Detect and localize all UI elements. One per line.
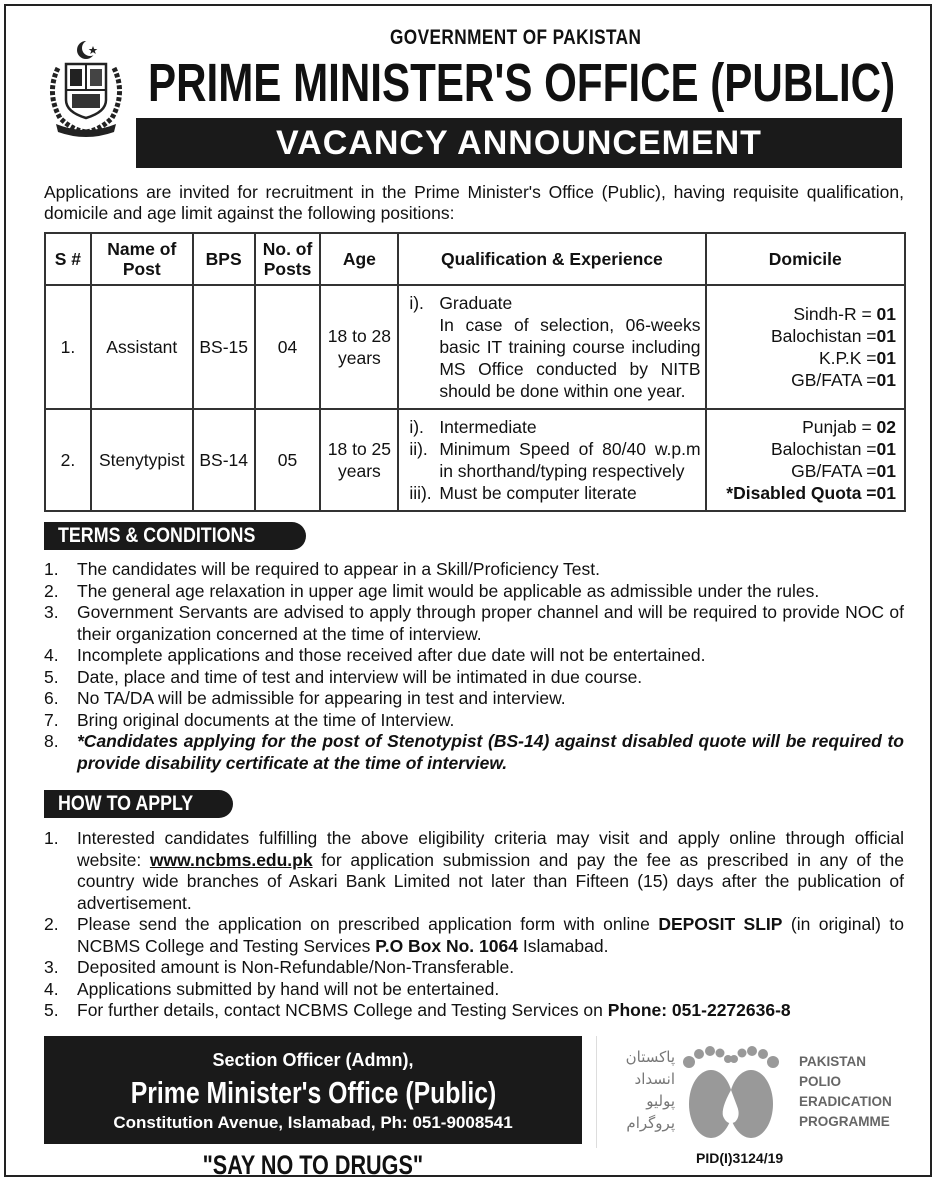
list-item: 2. The general age relaxation in upper age limit would be applicable as admissible under the rules.: [44, 580, 820, 601]
cell-bps: BS-14: [193, 409, 255, 511]
qual-text: Must be computer literate: [439, 483, 637, 503]
list-item: 5. Date, place and time of test and interview will be intimated in due course.: [44, 666, 643, 687]
contact-footer-box: [44, 1036, 582, 1144]
cell-age: 18 to 25 years: [320, 409, 398, 511]
list-item: 2. Please send the application on prescribed application form with online DEPOSIT SLIP (in original) to NCBMS College and Testing Services P.O Box No. 1064 Islamabad.: [44, 914, 904, 956]
cell-bps: BS-15: [193, 285, 255, 409]
list-item: 3. Deposited amount is Non-Refundable/Non-Transferable.: [44, 957, 515, 977]
table-header-row: [45, 233, 905, 285]
list-item: 1. Interested candidates fulfilling the above eligibility criteria may visit and apply online through official website: www.ncbms.edu.pk for application submission and pay the fee as prescribed in any of the country wide branches of Askari Bank Limited not later than Fifteen (15) days after the publication of advertisement.: [44, 828, 904, 913]
qual-detail: In case of selection, 06-weeks basic IT training course including MS Office conducted by NITB should be done within one year.: [439, 315, 701, 401]
domicile-line: GB/FATA =01: [791, 461, 896, 481]
footer-address: Constitution Avenue, Islamabad, Ph: 051-9008541: [113, 1113, 513, 1132]
cell-domicile: [706, 409, 905, 511]
list-item: 4. Applications submitted by hand will not be entertained.: [44, 978, 500, 999]
cell-sno: 1.: [45, 285, 91, 409]
list-item: 1. The candidates will be required to appear in a Skill/Proficiency Test.: [44, 559, 601, 579]
cell-post: Assistant: [91, 285, 193, 409]
qual-text: Graduate: [439, 293, 513, 313]
how-to-apply-section-label: HOW TO APPLY: [44, 790, 233, 818]
qual-num: iii).: [409, 483, 432, 503]
qual-num: i).: [409, 293, 424, 313]
header-post: Name of Post: [91, 233, 193, 285]
terms-list: [44, 559, 904, 774]
polio-urdu-text: پاکستان انسداد پولیو پروگرام: [625, 1048, 675, 1132]
header-sno: S #: [45, 233, 91, 285]
office-title: PRIME MINISTER'S OFFICE (PUBLIC): [148, 53, 896, 113]
header-posts: No. of Posts: [255, 233, 321, 285]
qual-text: Minimum Speed of 80/40 w.p.m in shorthand/typing respectively: [439, 439, 701, 481]
table-row: [45, 409, 905, 511]
domicile-line: K.P.K =01: [818, 348, 896, 368]
list-item: 7. Bring original documents at the time of Interview.: [44, 709, 455, 730]
domicile-line: Balochistan =01: [770, 326, 896, 346]
footer-section-officer: Section Officer (Admn),: [212, 1050, 414, 1070]
cell-sno: 2.: [45, 409, 91, 511]
cell-post: Stenytypist: [91, 409, 193, 511]
how-to-apply-list: [44, 828, 904, 1022]
list-item: 3. Government Servants are advised to apply through proper channel and will be required to provide NOC of their organization concerned at the time of interview.: [44, 602, 904, 644]
government-title: GOVERNMENT OF PAKISTAN: [390, 26, 642, 49]
footer-office-name: Prime Minister's Office (Public): [130, 1075, 496, 1110]
advertisement-page: [4, 4, 932, 1180]
cell-domicile: [706, 285, 905, 409]
domicile-line: GB/FATA =01: [791, 370, 896, 390]
domicile-line: Punjab = 02: [802, 417, 896, 437]
state-emblem-icon: [40, 38, 132, 138]
slogan: "SAY NO TO DRUGS": [202, 1150, 424, 1180]
list-item: 4. Incomplete applications and those received after due date will not be entertained.: [44, 645, 706, 665]
intro-paragraph: Applications are invited for recruitment in the Prime Minister's Office (Public), having requisite qualification, domicile and age limit against the following positions:: [44, 182, 904, 223]
table-row: [45, 285, 905, 409]
vacancy-announcement-banner: VACANCY ANNOUNCEMENT: [136, 118, 902, 168]
vacancy-table: [44, 232, 906, 512]
cell-posts: 05: [255, 409, 321, 511]
pid-number: PID(I)3124/19: [696, 1150, 784, 1166]
cell-qualification: [398, 285, 705, 409]
polio-feet-icon: [677, 1042, 783, 1142]
qual-text: Intermediate: [439, 417, 537, 437]
header-qualification: Qualification & Experience: [398, 233, 705, 285]
polio-english-text: PAKISTAN POLIO ERADICATION PROGRAMME: [799, 1054, 892, 1129]
qual-num: i).: [409, 417, 424, 437]
header-age: Age: [320, 233, 398, 285]
cell-age: 18 to 28 years: [320, 285, 398, 409]
list-item: 5. For further details, contact NCBMS College and Testing Services on Phone: 051-2272636-8: [44, 1000, 791, 1020]
list-item: 8. *Candidates applying for the post of Stenotypist (BS-14) against disabled quote will be required to provide disability certificate at the time of interview.: [44, 731, 904, 773]
cell-qualification: [398, 409, 705, 511]
header-bps: BPS: [193, 233, 255, 285]
qual-num: ii).: [409, 439, 428, 459]
header-domicile: Domicile: [706, 233, 905, 285]
domicile-line: Sindh-R = 01: [793, 304, 896, 324]
cell-posts: 04: [255, 285, 321, 409]
polio-programme-logo: [596, 1036, 908, 1148]
list-item: 6. No TA/DA will be admissible for appearing in test and interview.: [44, 688, 566, 708]
website-link[interactable]: www.ncbms.edu.pk: [149, 849, 313, 870]
domicile-line: Balochistan =01: [770, 439, 896, 459]
terms-section-label: TERMS & CONDITIONS: [44, 522, 306, 550]
domicile-line: *Disabled Quota =01: [726, 483, 896, 503]
